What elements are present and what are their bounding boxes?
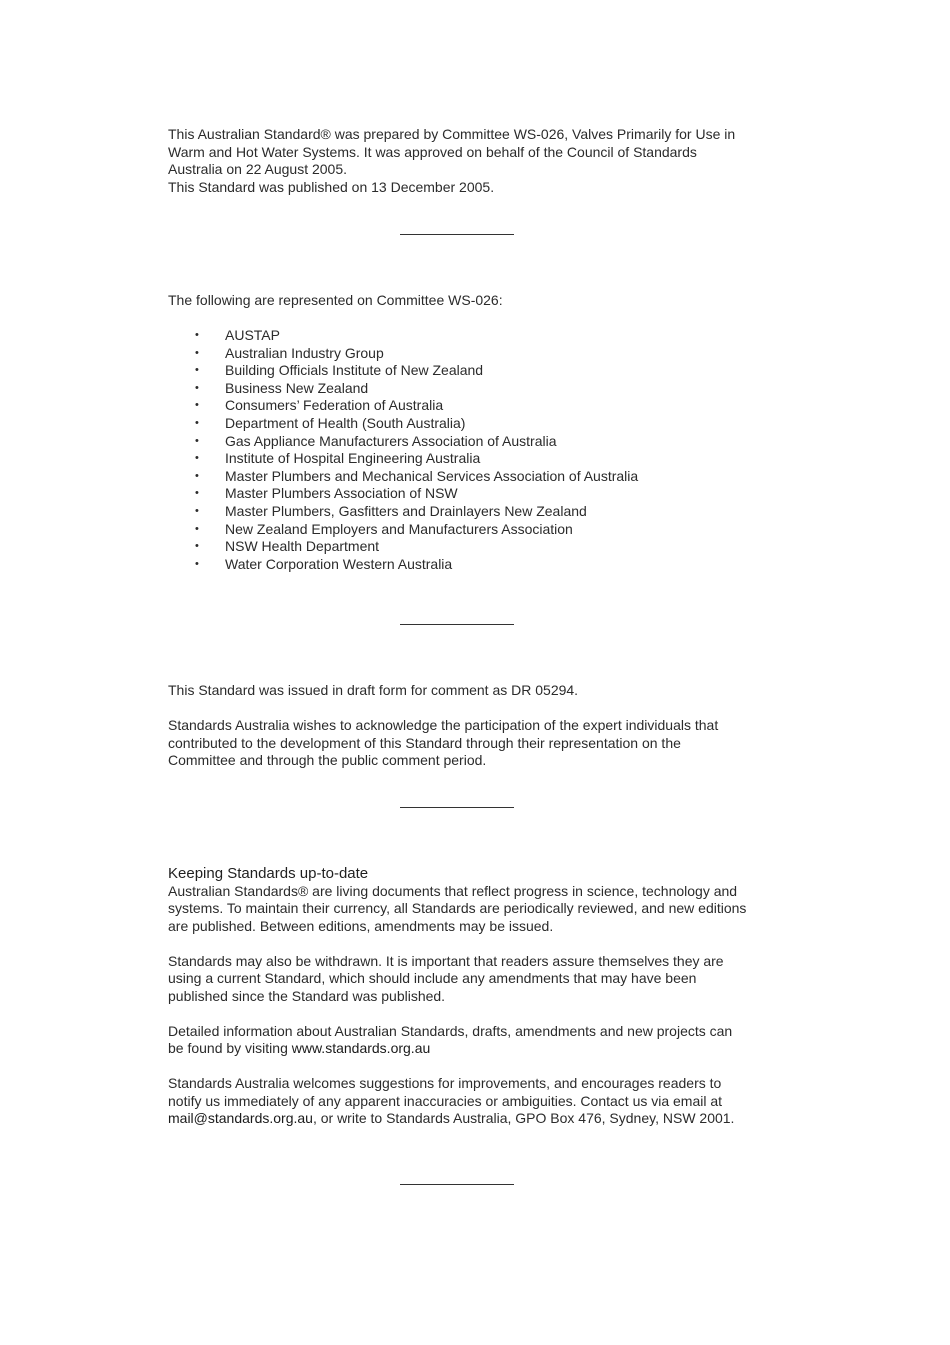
member-name: Australian Industry Group — [225, 344, 384, 361]
bullet-icon: • — [195, 540, 199, 553]
member-name: Master Plumbers, Gasfitters and Drainlayers New Zealand — [225, 502, 587, 519]
list-item — [168, 380, 768, 398]
bullet-icon: • — [195, 557, 199, 570]
paragraph-3-line-2 — [168, 1040, 768, 1058]
preparation-section — [168, 126, 768, 196]
paragraph-1-line-3: are published. Between editions, amendments may be issued. — [168, 917, 554, 934]
section-divider — [400, 624, 514, 625]
list-item — [168, 485, 768, 503]
published-date: This Standard was published on 13 December 2005. — [168, 178, 495, 195]
member-name: Master Plumbers Association of NSW — [225, 485, 458, 502]
member-name: Gas Appliance Manufacturers Association of Australia — [225, 432, 557, 449]
acknowledgement-line-2: contributed to the development of this Standard through their representation on the — [168, 734, 681, 751]
bullet-icon: • — [195, 434, 199, 447]
member-name: Water Corporation Western Australia — [225, 555, 453, 572]
paragraph-4-suffix: , or write to Standards Australia, GPO Box 476, Sydney, NSW 2001. — [312, 1110, 735, 1126]
prepared-line-1: This Australian Standard® was prepared by Committee WS-026, Valves Primarily for Use in — [168, 126, 736, 142]
paragraph-2-line-3: published since the Standard was published. — [168, 987, 446, 1004]
member-name: Department of Health (South Australia) — [225, 414, 466, 431]
section-divider — [400, 234, 514, 235]
list-item — [168, 345, 768, 363]
acknowledgement-line-3: Committee and through the public comment period. — [168, 752, 487, 768]
bullet-icon: • — [195, 487, 199, 500]
email-link[interactable]: mail@standards.org.au — [168, 1110, 313, 1126]
bullet-icon: • — [195, 329, 199, 341]
bullet-icon: • — [195, 522, 199, 535]
list-item — [168, 556, 768, 574]
draft-section — [168, 682, 768, 770]
bullet-icon: • — [195, 416, 199, 429]
paragraph-2-line-1: Standards may also be withdrawn. It is important that readers assure themselves they are — [168, 952, 724, 969]
paragraph-3-line-1: Detailed information about Australian Standards, drafts, amendments and new projects can — [168, 1022, 733, 1039]
member-name: AUSTAP — [225, 327, 280, 343]
acknowledgement-line-1: Standards Australia wishes to acknowledge the participation of the expert individuals that — [168, 717, 719, 733]
paragraph-1-line-1: Australian Standards® are living documents that reflect progress in science, technology and — [168, 882, 738, 899]
keeping-up-to-date-section — [168, 865, 768, 1128]
list-item — [168, 397, 768, 415]
member-name: Consumers’ Federation of Australia — [225, 397, 444, 414]
list-item — [168, 468, 768, 486]
section-divider — [400, 807, 514, 808]
draft-notice: This Standard was issued in draft form for comment as DR 05294. — [168, 682, 579, 698]
list-item — [168, 538, 768, 556]
committee-section — [168, 292, 768, 573]
list-item — [168, 521, 768, 539]
member-name: NSW Health Department — [225, 538, 380, 555]
member-name: Business New Zealand — [225, 379, 369, 396]
paragraph-2-line-2: using a current Standard, which should include any amendments that may have been — [168, 970, 697, 986]
paragraph-3-prefix: be found by visiting — [168, 1040, 292, 1056]
list-item — [168, 362, 768, 380]
bullet-icon: • — [195, 346, 199, 359]
paragraph-1-line-2: systems. To maintain their currency, all Standards are periodically reviewed, and new editions — [168, 900, 747, 916]
list-item — [168, 415, 768, 433]
prepared-line-2: Warm and Hot Water Systems. It was approved on behalf of the Council of Standards — [168, 143, 697, 160]
bullet-icon: • — [195, 364, 199, 377]
list-item — [168, 503, 768, 521]
bullet-icon: • — [195, 504, 199, 517]
bullet-icon: • — [195, 452, 199, 465]
member-name: Building Officials Institute of New Zealand — [225, 362, 484, 379]
section-divider — [400, 1184, 514, 1185]
paragraph-4-line-3 — [168, 1110, 768, 1128]
paragraph-4-line-1: Standards Australia welcomes suggestions for improvements, and encourages readers to — [168, 1075, 722, 1091]
member-name: New Zealand Employers and Manufacturers Association — [225, 520, 573, 537]
list-item — [168, 327, 768, 345]
bullet-icon: • — [195, 381, 199, 394]
list-item — [168, 450, 768, 468]
section-heading: Keeping Standards up-to-date — [168, 865, 369, 882]
list-item — [168, 433, 768, 451]
bullet-icon: • — [195, 469, 199, 482]
prepared-line-3: Australia on 22 August 2005. — [168, 161, 348, 177]
website-link[interactable]: www.standards.org.au — [291, 1040, 431, 1056]
committee-intro: The following are represented on Committee WS-026: — [168, 292, 503, 308]
committee-member-list — [168, 327, 768, 573]
bullet-icon: • — [195, 399, 199, 412]
member-name: Master Plumbers and Mechanical Services Association of Australia — [225, 467, 639, 484]
paragraph-4-line-2: notify us immediately of any apparent inaccuracies or ambiguities. Contact us via email at — [168, 1092, 723, 1109]
member-name: Institute of Hospital Engineering Australia — [225, 450, 481, 467]
